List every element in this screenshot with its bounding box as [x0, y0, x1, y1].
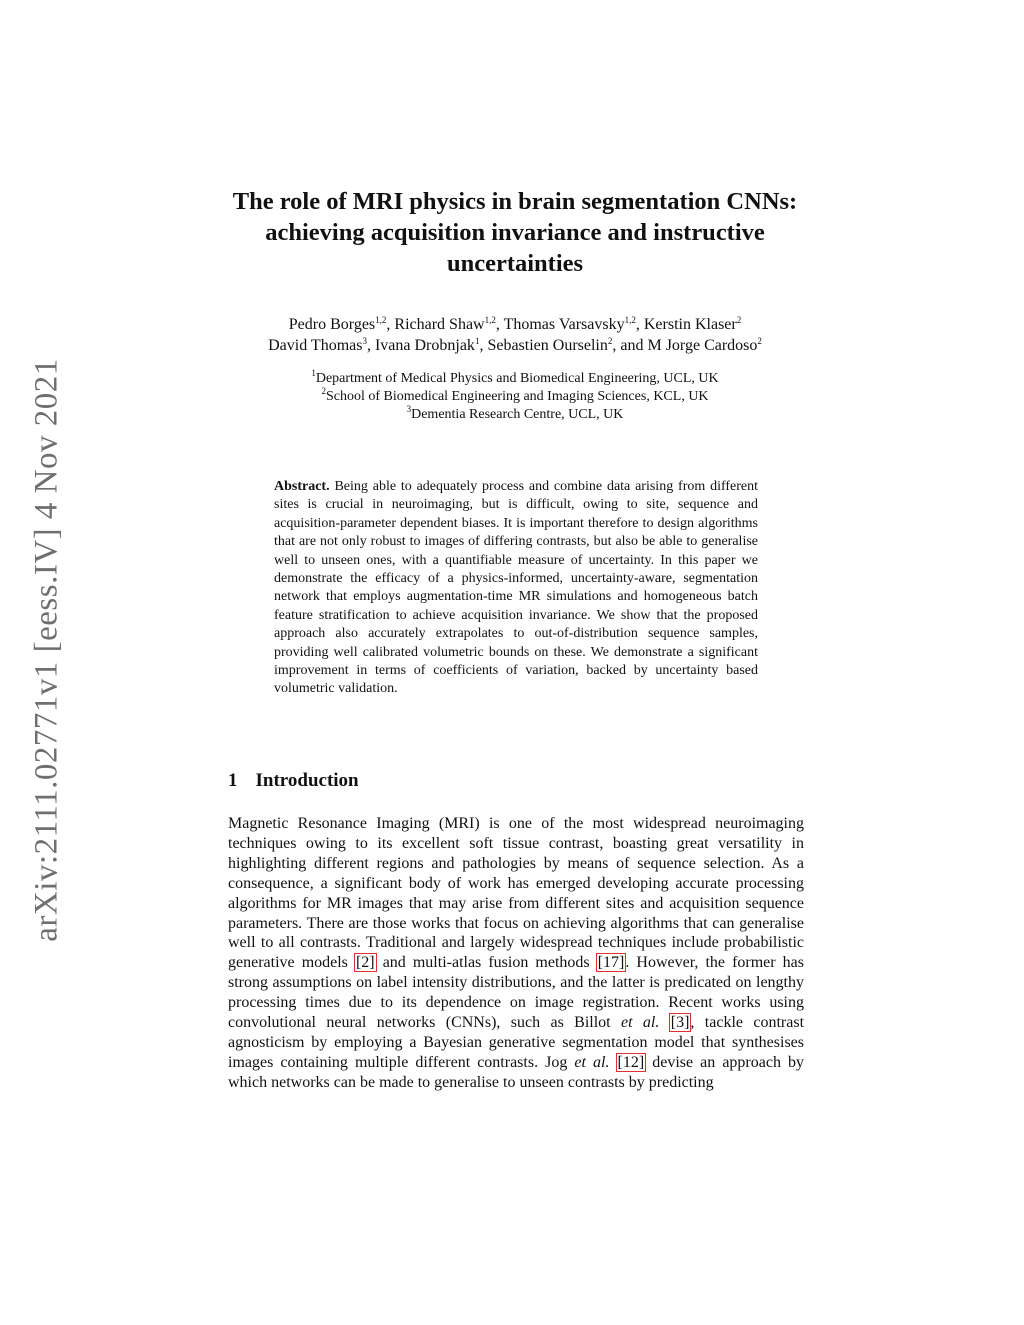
affiliation-marker: 2	[321, 386, 326, 396]
author-separator: ,	[479, 337, 488, 354]
author-separator: ,	[386, 316, 395, 333]
author-name: Ivana Drobnjak	[374, 337, 475, 354]
author-name: M Jorge Cardoso	[647, 337, 758, 354]
et-al-text: et al.	[621, 1014, 660, 1032]
et-al-text: et al.	[574, 1053, 610, 1071]
affiliation-item	[200, 370, 830, 388]
author-line-2	[200, 335, 830, 356]
abstract-label: Abstract.	[274, 479, 330, 494]
abstract	[274, 478, 758, 699]
author-separator: ,	[366, 337, 375, 354]
author-affiliation-marker: 1,2	[484, 315, 496, 325]
arxiv-identifier	[27, 355, 67, 945]
affiliation-text: Dementia Research Centre, UCL, UK	[411, 407, 624, 422]
section-number: 1	[228, 770, 238, 791]
author-name: Thomas Varsavsky	[503, 316, 625, 333]
citation-link[interactable]: [12]	[617, 1053, 645, 1071]
paragraph-text: Magnetic Resonance Imaging (MRI) is one of the most widespread neuroimaging techniques owing to its excellent soft tissue contrast, boasting great versatility in highlighting different regions and pathologies by means of sequence selection. As a consequence, a significant body of work has emerged developing accurate processing algorithms for MR images that may arise from different sites and acquisition sequence parameters. There are those works that focus on achieving algorithms that can generalise well to all contrasts. Traditional and largely widespread techniques include probabilistic generative models	[228, 815, 804, 972]
author-affiliation-marker: 1,2	[375, 315, 387, 325]
affiliation-text: School of Biomedical Engineering and Imaging Sciences, KCL, UK	[325, 389, 709, 404]
paper-title: The role of MRI physics in brain segmentation CNNs: achieving acquisition invariance and instructive uncertainties	[232, 188, 798, 277]
affiliation-marker: 1	[311, 368, 316, 378]
author-name: Pedro Borges	[288, 316, 376, 333]
author-name: Kerstin Klaser	[643, 316, 737, 333]
author-line-1	[200, 314, 830, 335]
author-name: David Thomas	[268, 337, 363, 354]
abstract-text: Being able to adequately process and combine data arising from different sites is crucial in neuroimaging, but is difficult, owing to site, sequence and acquisition-parameter dependent biases. It is important therefore to design algorithms that are not only robust to images of differing contrasts, but also be able to generalise well to unseen ones, with a quantifiable measure of uncertainty. In this paper we demonstrate the efficacy of a physics-informed, uncertainty-aware, segmentation network that employs augmentation-time MR simulations and homogeneous batch feature stratification to achieve acquisition invariance. We show that the proposed approach also accurately extrapolates to out-of-distribution sequence samples, providing well calibrated volumetric bounds on these. We demonstrate a significant improvement in terms of coefficients of variation, backed by uncertainty based volumetric validation.	[274, 479, 759, 697]
affiliation-text: Department of Medical Physics and Biomedical Engineering, UCL, UK	[315, 371, 719, 386]
author-separator: ,	[495, 316, 504, 333]
affiliation-item	[200, 388, 830, 406]
paragraph-text: and multi-atlas fusion methods	[375, 954, 597, 972]
citation-link[interactable]: [2]	[355, 954, 375, 972]
author-name: Richard Shaw	[394, 316, 485, 333]
affiliation-list	[200, 370, 830, 424]
paragraph-text: . However, the former has strong assumptions on label intensity distributions, and the latter is predicated on lengthy processing times due to its dependence on image registration. Recent works using convolutional neural networks (CNNs), such as Billot	[228, 954, 804, 1032]
citation-link[interactable]: [17]	[597, 954, 625, 972]
paragraph-text: , tackle contrast agnosticism by employing a Bayesian generative segmentation model that synthesises images containing multiple different contrasts. Jog	[228, 1014, 805, 1071]
affiliation-item	[200, 406, 830, 424]
author-affiliation-marker: 2	[757, 336, 762, 346]
author-affiliation-marker: 1,2	[624, 315, 636, 325]
author-list	[200, 314, 830, 356]
author-separator: , and	[612, 337, 648, 354]
author-affiliation-marker: 2	[607, 336, 613, 346]
arxiv-identifier-text: arXiv:2111.02771v1 [eess.IV] 4 Nov 2021	[28, 358, 65, 942]
author-affiliation-marker: 2	[736, 315, 742, 325]
paragraph-text: devise an approach by which networks can be made to generalise to unseen contrasts by predicting	[228, 1053, 804, 1091]
citation-link[interactable]: [3]	[670, 1014, 690, 1032]
author-affiliation-marker: 3	[362, 336, 367, 346]
introduction-paragraph	[228, 814, 804, 1093]
author-separator: ,	[635, 316, 644, 333]
section-title: Introduction	[255, 770, 359, 791]
section-heading	[228, 770, 359, 792]
affiliation-marker: 3	[406, 404, 412, 414]
author-name: Sebastien Ourselin	[487, 337, 608, 354]
author-affiliation-marker: 1	[474, 336, 480, 346]
